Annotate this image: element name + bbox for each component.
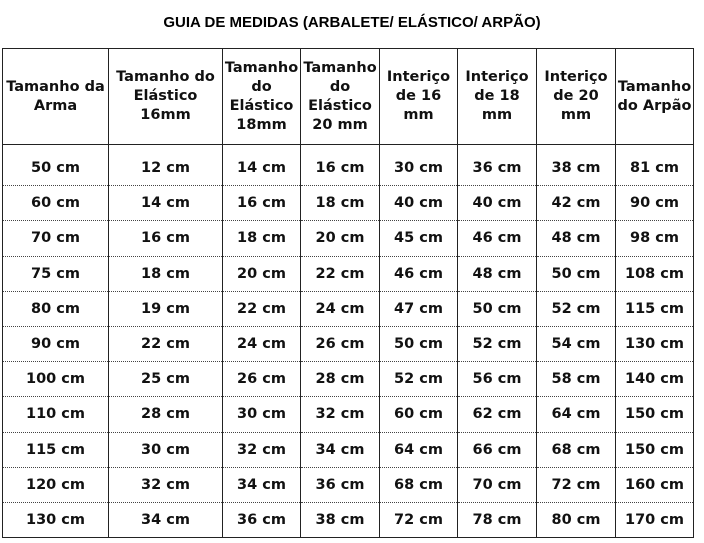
cell-elastic-18mm: 36 cm — [223, 502, 301, 537]
cell-elastic-16mm: 14 cm — [109, 186, 223, 221]
cell-interico-20mm: 64 cm — [537, 397, 616, 432]
cell-weapon-size: 120 cm — [3, 467, 109, 502]
header-weapon-size — [3, 49, 109, 145]
cell-spear-size: 170 cm — [616, 502, 694, 537]
cell-interico-20mm: 42 cm — [537, 186, 616, 221]
cell-spear-size: 160 cm — [616, 467, 694, 502]
header-line: Elástico — [229, 97, 294, 114]
header-elastic-20mm — [301, 49, 380, 145]
cell-elastic-18mm: 14 cm — [223, 145, 301, 186]
header-interico-20mm — [537, 49, 616, 145]
cell-interico-18mm: 78 cm — [458, 502, 537, 537]
cell-interico-16mm: 46 cm — [380, 256, 458, 291]
cell-elastic-18mm: 24 cm — [223, 326, 301, 361]
cell-interico-20mm: 52 cm — [537, 291, 616, 326]
cell-elastic-16mm: 22 cm — [109, 326, 223, 361]
cell-elastic-18mm: 30 cm — [223, 397, 301, 432]
cell-interico-20mm: 80 cm — [537, 502, 616, 537]
header-interico-18mm — [458, 49, 537, 145]
table-row — [3, 326, 694, 361]
table-row — [3, 502, 694, 537]
cell-interico-20mm: 72 cm — [537, 467, 616, 502]
table-row — [3, 432, 694, 467]
header-line: Tamanho da — [6, 78, 105, 95]
header-elastic-16mm — [109, 49, 223, 145]
table-row — [3, 397, 694, 432]
cell-interico-16mm: 72 cm — [380, 502, 458, 537]
cell-spear-size: 115 cm — [616, 291, 694, 326]
cell-elastic-16mm: 18 cm — [109, 256, 223, 291]
cell-interico-20mm: 48 cm — [537, 221, 616, 256]
cell-weapon-size: 110 cm — [3, 397, 109, 432]
cell-weapon-size: 90 cm — [3, 326, 109, 361]
table-row — [3, 362, 694, 397]
header-line: de 18 — [474, 88, 520, 104]
header-line: do — [251, 78, 272, 95]
header-line: Tamanho do — [116, 69, 215, 85]
cell-interico-16mm: 45 cm — [380, 221, 458, 256]
cell-interico-18mm: 50 cm — [458, 291, 537, 326]
header-line: de 20 — [553, 88, 599, 104]
cell-interico-16mm: 30 cm — [380, 145, 458, 186]
cell-elastic-16mm: 16 cm — [109, 221, 223, 256]
cell-elastic-20mm: 20 cm — [301, 221, 380, 256]
cell-weapon-size: 100 cm — [3, 362, 109, 397]
cell-interico-16mm: 40 cm — [380, 186, 458, 221]
cell-elastic-18mm: 22 cm — [223, 291, 301, 326]
cell-interico-18mm: 40 cm — [458, 186, 537, 221]
cell-interico-20mm: 50 cm — [537, 256, 616, 291]
cell-interico-18mm: 70 cm — [458, 467, 537, 502]
cell-elastic-20mm: 38 cm — [301, 502, 380, 537]
cell-elastic-20mm: 34 cm — [301, 432, 380, 467]
cell-elastic-18mm: 26 cm — [223, 362, 301, 397]
cell-interico-16mm: 64 cm — [380, 432, 458, 467]
cell-weapon-size: 130 cm — [3, 502, 109, 537]
cell-elastic-20mm: 18 cm — [301, 186, 380, 221]
cell-spear-size: 98 cm — [616, 221, 694, 256]
cell-elastic-16mm: 19 cm — [109, 291, 223, 326]
cell-interico-20mm: 54 cm — [537, 326, 616, 361]
cell-elastic-18mm: 18 cm — [223, 221, 301, 256]
header-line: Elástico — [133, 88, 198, 104]
cell-interico-16mm: 47 cm — [380, 291, 458, 326]
cell-interico-18mm: 46 cm — [458, 221, 537, 256]
cell-elastic-20mm: 26 cm — [301, 326, 380, 361]
cell-weapon-size: 50 cm — [3, 145, 109, 186]
header-line: 18mm — [236, 116, 287, 133]
cell-elastic-16mm: 34 cm — [109, 502, 223, 537]
header-line: 20 mm — [312, 116, 368, 133]
header-line: mm — [560, 107, 592, 123]
header-line: do — [329, 78, 351, 95]
measurement-table — [2, 48, 694, 538]
header-line: Tamanho — [617, 78, 692, 95]
cell-spear-size: 150 cm — [616, 397, 694, 432]
header-interico-16mm — [380, 49, 458, 145]
cell-elastic-16mm: 25 cm — [109, 362, 223, 397]
cell-weapon-size: 75 cm — [3, 256, 109, 291]
cell-interico-16mm: 60 cm — [380, 397, 458, 432]
cell-spear-size: 108 cm — [616, 256, 694, 291]
cell-interico-20mm: 58 cm — [537, 362, 616, 397]
cell-elastic-16mm: 30 cm — [109, 432, 223, 467]
table-row — [3, 221, 694, 256]
cell-elastic-16mm: 12 cm — [109, 145, 223, 186]
cell-interico-16mm: 68 cm — [380, 467, 458, 502]
table-row — [3, 467, 694, 502]
cell-spear-size: 90 cm — [616, 186, 694, 221]
header-line: Interiço — [544, 69, 608, 85]
cell-interico-18mm: 48 cm — [458, 256, 537, 291]
cell-elastic-16mm: 28 cm — [109, 397, 223, 432]
cell-elastic-18mm: 20 cm — [223, 256, 301, 291]
cell-interico-18mm: 62 cm — [458, 397, 537, 432]
table-row — [3, 256, 694, 291]
header-line: Interiço — [386, 69, 451, 85]
cell-interico-20mm: 38 cm — [537, 145, 616, 186]
header-spear-size — [616, 49, 694, 145]
cell-elastic-20mm: 28 cm — [301, 362, 380, 397]
cell-elastic-20mm: 16 cm — [301, 145, 380, 186]
cell-elastic-18mm: 34 cm — [223, 467, 301, 502]
header-line: 16mm — [140, 107, 191, 123]
header-line: Elástico — [308, 97, 372, 114]
header-line: Arma — [33, 97, 78, 114]
cell-spear-size: 81 cm — [616, 145, 694, 186]
header-line: mm — [403, 107, 434, 123]
header-line: mm — [481, 107, 513, 123]
cell-interico-20mm: 68 cm — [537, 432, 616, 467]
header-line: do Arpão — [617, 97, 692, 114]
cell-spear-size: 140 cm — [616, 362, 694, 397]
cell-interico-18mm: 56 cm — [458, 362, 537, 397]
table-row — [3, 291, 694, 326]
cell-elastic-18mm: 16 cm — [223, 186, 301, 221]
cell-interico-18mm: 66 cm — [458, 432, 537, 467]
page-title: GUIA DE MEDIDAS (ARBALETE/ ELÁSTICO/ ARPÃO) — [163, 14, 541, 31]
header-elastic-18mm — [223, 49, 301, 145]
cell-elastic-20mm: 32 cm — [301, 397, 380, 432]
cell-weapon-size: 80 cm — [3, 291, 109, 326]
cell-weapon-size: 60 cm — [3, 186, 109, 221]
table-header-row — [3, 49, 694, 145]
cell-elastic-20mm: 24 cm — [301, 291, 380, 326]
cell-interico-16mm: 52 cm — [380, 362, 458, 397]
cell-weapon-size: 115 cm — [3, 432, 109, 467]
cell-elastic-16mm: 32 cm — [109, 467, 223, 502]
table-row — [3, 186, 694, 221]
cell-spear-size: 150 cm — [616, 432, 694, 467]
table-body — [3, 145, 694, 538]
header-line: Tamanho — [303, 59, 377, 76]
cell-elastic-20mm: 22 cm — [301, 256, 380, 291]
cell-interico-18mm: 52 cm — [458, 326, 537, 361]
header-line: de 16 — [395, 88, 442, 104]
cell-elastic-18mm: 32 cm — [223, 432, 301, 467]
header-line: Tamanho — [224, 59, 299, 76]
cell-interico-16mm: 50 cm — [380, 326, 458, 361]
table-row — [3, 145, 694, 186]
cell-elastic-20mm: 36 cm — [301, 467, 380, 502]
cell-spear-size: 130 cm — [616, 326, 694, 361]
cell-interico-18mm: 36 cm — [458, 145, 537, 186]
header-line: Interiço — [465, 69, 529, 85]
cell-weapon-size: 70 cm — [3, 221, 109, 256]
